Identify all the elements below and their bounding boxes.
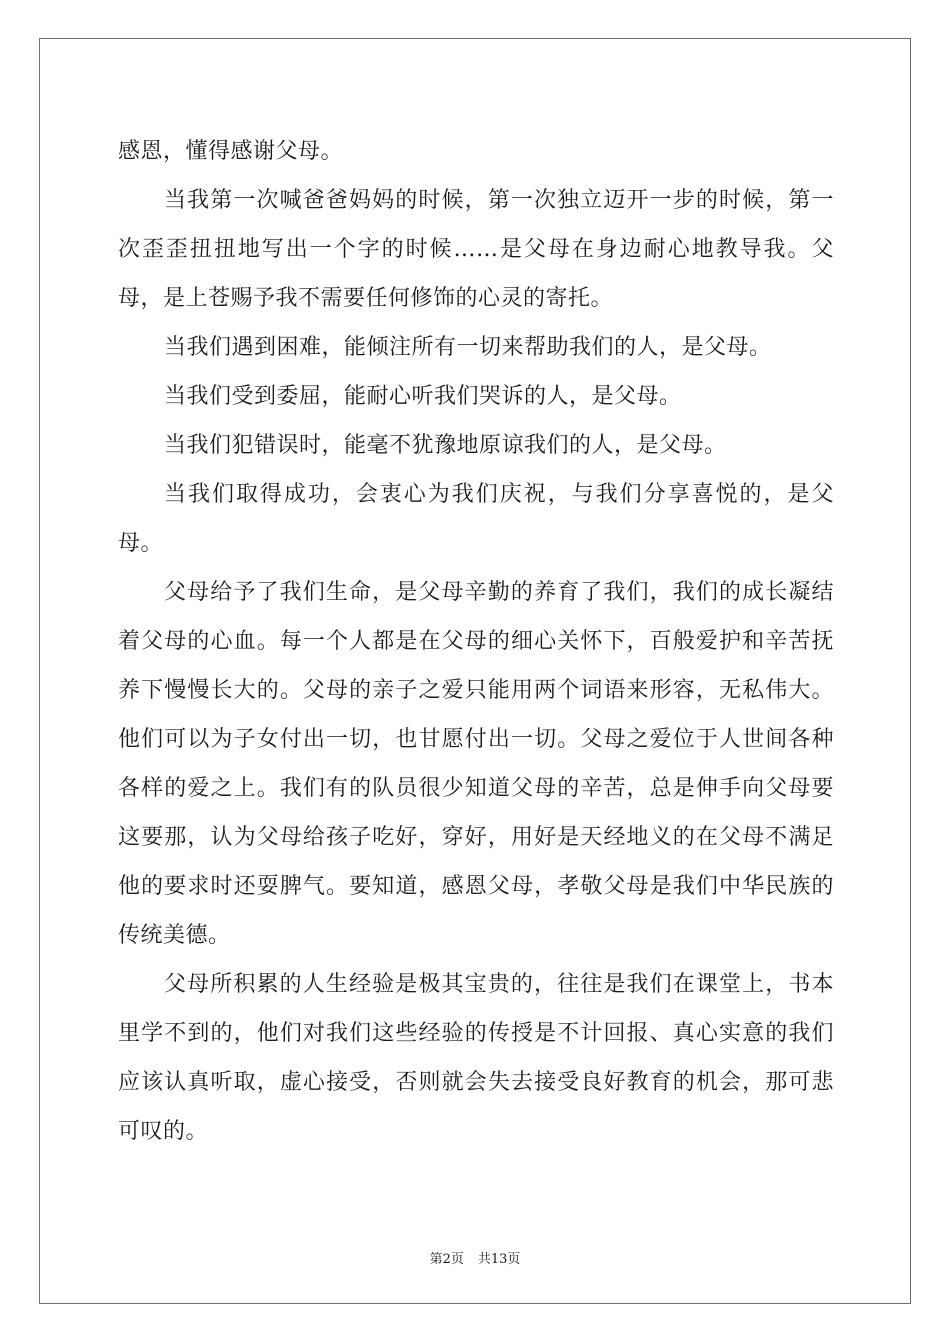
page-footer (0, 1248, 950, 1267)
document-body (118, 127, 834, 1156)
paragraph-3: 当我们遇到困难，能倾注所有一切来帮助我们的人，是父母。 (164, 335, 772, 360)
page-number: 第2页 (429, 1252, 464, 1267)
paragraph-4: 当我们受到委屈，能耐心听我们哭诉的人，是父母。 (164, 384, 682, 409)
page-total: 共13页 (477, 1252, 521, 1267)
paragraph-5: 当我们犯错误时，能毫不犹豫地原谅我们的人，是父母。 (164, 433, 727, 458)
paragraph-8: 父母所积累的人生经验是极其宝贵的，往往是我们在课堂上，书本里学不到的，他们对我们这些经验的传授是不计回报、真心实意的我们应该认真听取，虚心接受，否则就会失去接受良好教育的机会，那可悲可叹的。 (118, 972, 834, 1144)
paragraph-6: 当我们取得成功，会衷心为我们庆祝，与我们分享喜悦的，是父母。 (118, 482, 834, 556)
paragraph-2: 当我第一次喊爸爸妈妈的时候，第一次独立迈开一步的时候，第一次歪歪扭扭地写出一个字的时候……是父母在身边耐心地教导我。父母，是上苍赐予我不需要任何修饰的心灵的寄托。 (118, 188, 834, 311)
paragraph-1: 感恩，懂得感谢父母。 (118, 139, 344, 164)
paragraph-7: 父母给予了我们生命，是父母辛勤的养育了我们，我们的成长凝结着父母的心血。每一个人都是在父母的细心关怀下，百般爱护和辛苦抚养下慢慢长大的。父母的亲子之爱只能用两个词语来形容，无私伟大。他们可以为子女付出一切，也甘愿付出一切。父母之爱位于人世间各种各样的爱之上。我们有的队员很少知道父母的辛苦，总是伸手向父母要这要那，认为父母给孩子吃好，穿好，用好是天经地义的在父母不满足他的要求时还耍脾气。要知道，感恩父母，孝敬父母是我们中华民族的传统美德。 (118, 580, 834, 948)
